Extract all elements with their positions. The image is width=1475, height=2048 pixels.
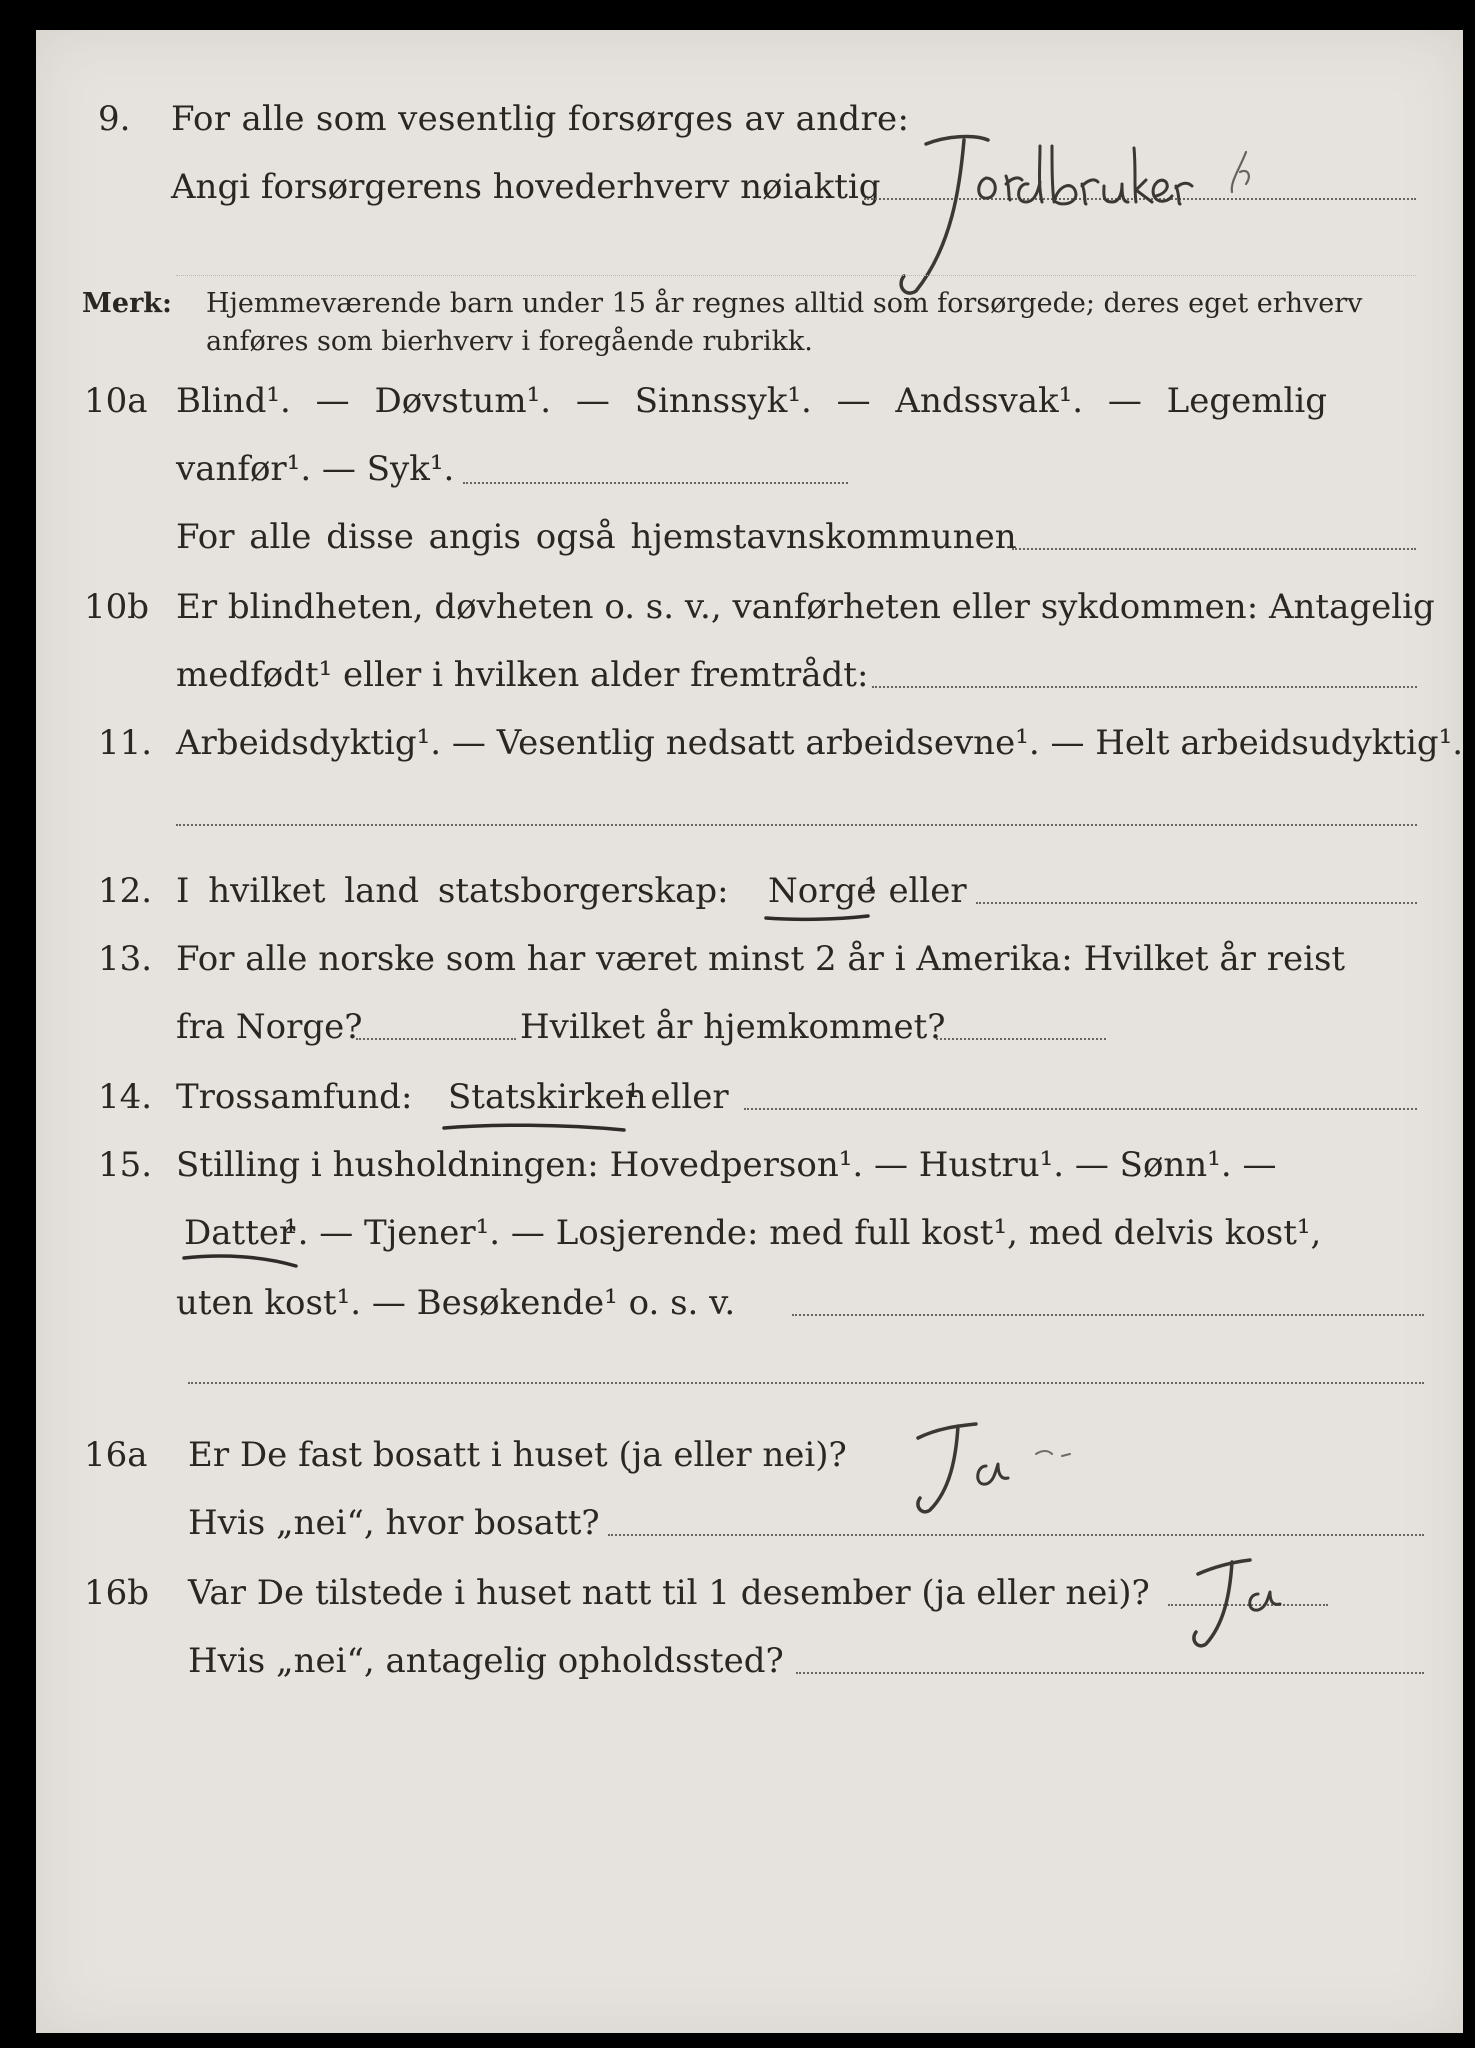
q10b-line1: Er blindheten, døvheten o. s. v., vanførheten eller sykdommen: Antagelig [176, 587, 1435, 627]
q14-line1a: Trossamfund: [176, 1077, 413, 1117]
q11-answer-line [176, 824, 1417, 826]
q12-number: 12. [98, 871, 153, 911]
q13-number: 13. [98, 939, 153, 979]
merk-line2: anføres som bierhverv i foregående rubrikk. [206, 326, 813, 357]
q16b-number: 16b [84, 1573, 150, 1613]
q12-answer-line [976, 902, 1417, 904]
q12-line1a: I hvilket land statsborgerskap: [176, 871, 729, 911]
q16a-line2: Hvis „nei“, hvor bosatt? [188, 1503, 600, 1543]
q10a-line3: For alle disse angis også hjemstavnskommunen [176, 517, 1017, 557]
q9-line1: For alle som vesentlig forsørges av andre: [171, 99, 910, 139]
q12-norge: Norge [768, 871, 877, 911]
q10b-answer-line [872, 686, 1417, 688]
q10b-line2: medfødt¹ eller i hvilken alder fremtrådt: [176, 655, 869, 695]
q9-line2: Angi forsørgerens hovederhverv nøiaktig [171, 167, 881, 207]
q11-number: 11. [98, 723, 153, 763]
merk-label: Merk: [82, 288, 172, 319]
q13-right-line [936, 1038, 1106, 1040]
q14-number: 14. [98, 1077, 153, 1117]
q16a-answer-handwriting [898, 1410, 1078, 1520]
q16b-answer-handwriting [1184, 1548, 1334, 1658]
q12-norge-underline [764, 910, 874, 930]
q15-datter-underline [182, 1250, 302, 1274]
q12-line1b: ¹ eller [864, 871, 967, 911]
q10a-line2: vanfør¹. — Syk¹. [176, 449, 455, 489]
q11-line1: Arbeidsdyktig¹. — Vesentlig nedsatt arbeidsevne¹. — Helt arbeidsudyktig¹. [176, 723, 1464, 763]
q16b-line1: Var De tilstede i huset natt til 1 desember (ja eller nei)? [188, 1573, 1150, 1613]
q16b-answer-line-2 [796, 1672, 1424, 1674]
q13-line1: For alle norske som har været minst 2 år i Amerika: Hvilket år reist [176, 939, 1346, 979]
merk-line1: Hjemmeværende barn under 15 år regnes alltid som forsørgede; deres eget erhverv [206, 288, 1363, 319]
q15-extra-line [188, 1382, 1424, 1384]
q15-datter: Datter [184, 1213, 296, 1253]
q16a-line1: Er De fast bosatt i huset (ja eller nei)? [188, 1435, 847, 1475]
q10a-line1: Blind¹. — Døvstum¹. — Sinnssyk¹. — Andssvak¹. — Legemlig [176, 381, 1327, 421]
q16b-line2: Hvis „nei“, antagelig opholdssted? [188, 1641, 784, 1681]
q14-statskirken: Statskirken [448, 1077, 647, 1117]
q15-line1: Stilling i husholdningen: Hovedperson¹. — Hustru¹. — Sønn¹. — [176, 1145, 1277, 1185]
q10a-number: 10a [84, 381, 148, 421]
q10b-number: 10b [84, 587, 150, 627]
q16a-answer-line [608, 1534, 1424, 1536]
q13-line2b: Hvilket år hjemkommet? [520, 1007, 946, 1047]
q13-left-line [356, 1038, 516, 1040]
q10a-answer-line [463, 482, 848, 484]
q14-answer-line [744, 1108, 1417, 1110]
q15-line3: uten kost¹. — Besøkende¹ o. s. v. [176, 1283, 736, 1323]
q10a-home-line [1012, 548, 1416, 550]
q15-number: 15. [98, 1145, 153, 1185]
q15-answer-line [792, 1314, 1424, 1316]
q14-statskirken-underline [442, 1118, 632, 1140]
census-form-page [36, 30, 1463, 2033]
q16a-number: 16a [84, 1435, 148, 1475]
q13-line2a: fra Norge? [176, 1007, 363, 1047]
q15-line2: ¹. — Tjener¹. — Losjerende: med full kost¹, med delvis kost¹, [284, 1213, 1322, 1253]
q14-line1b: ¹ eller [626, 1077, 729, 1117]
q9-number: 9. [98, 99, 131, 139]
